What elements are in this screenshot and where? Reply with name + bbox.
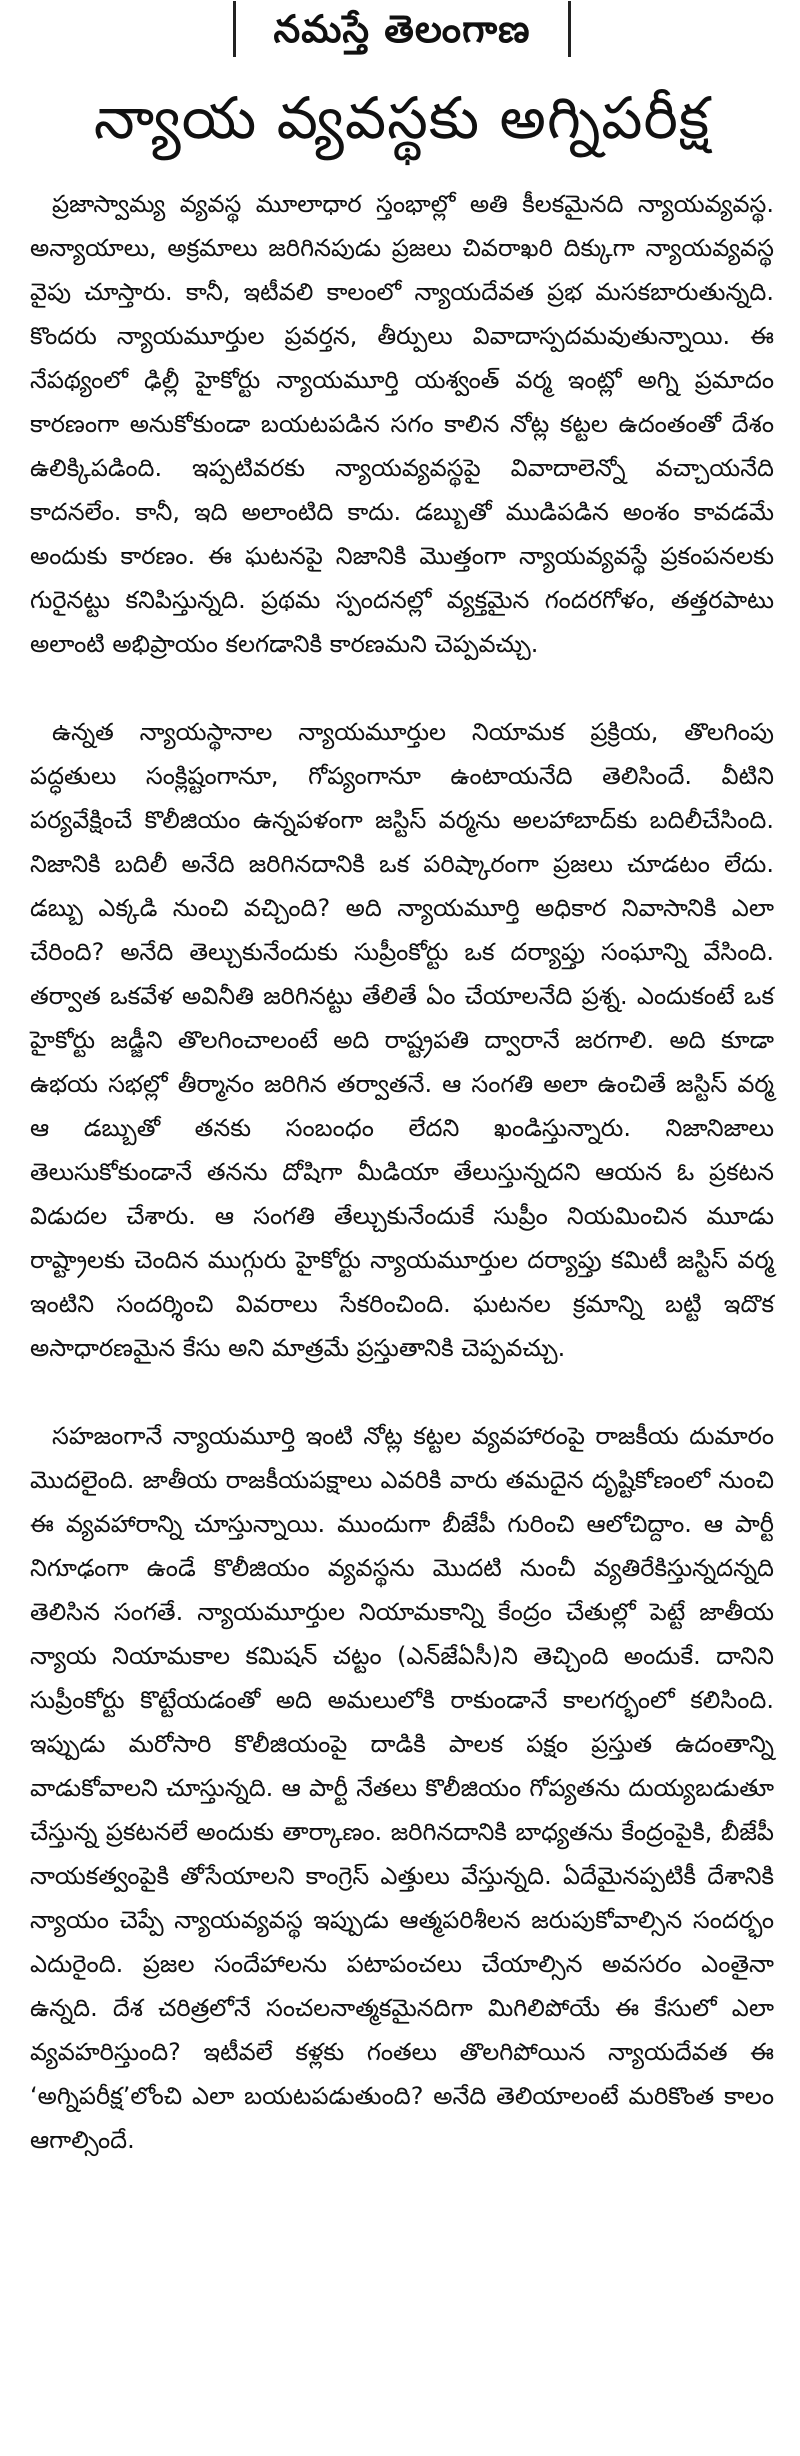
article-body	[30, 182, 774, 2162]
masthead	[30, 0, 774, 58]
paragraph-3: సహజంగానే న్యాయమూర్తి ఇంటి నోట్ల కట్టల వ్యవహారంపై రాజకీయ దుమారం మొదలైంది. జాతీయ రాజకీయపక్షాలు ఎవరికి వారు తమదైన దృష్టికోణంలో నుంచి ఈ వ్యవహారాన్ని చూస్తున్నాయి. ముందుగా బీజేపీ గురించి ఆలోచిద్దాం. ఆ పార్టీ నిగూఢంగా ఉండే కొలీజియం వ్యవస్థను మొదటి నుంచీ వ్యతిరేకిస్తున్నదన్నది తెలిసిన సంగతే. న్యాయమూర్తుల నియామకాన్ని కేంద్రం చేతుల్లో పెట్టే జాతీయ న్యాయ నియామకాల కమిషన్ చట్టం (ఎన్‌జేఏసీ)ని తెచ్చింది అందుకే. దానిని సుప్రీంకోర్టు కొట్టేయడంతో అది అమలులోకి రాకుండానే కాలగర్భంలో కలిసింది. ఇప్పుడు మరోసారి కొలీజియంపై దాడికి పాలక పక్షం ప్రస్తుత ఉదంతాన్ని వాడుకోవాలని చూస్తున్నది. ఆ పార్టీ నేతలు కొలీజియం గోప్యతను దుయ్యబడుతూ చేస్తున్న ప్రకటనలే అందుకు తార్కాణం. జరిగినదానికి బాధ్యతను కేంద్రంపైకి, బీజేపీ నాయకత్వంపైకి తోసేయాలని కాంగ్రెస్ ఎత్తులు వేస్తున్నది. ఏదేమైనప్పటికీ దేశానికి న్యాయం చెప్పే న్యాయవ్యవస్థ ఇప్పుడు ఆత్మపరిశీలన జరుపుకోవాల్సిన సందర్భం ఎదురైంది. ప్రజల సందేహాలను పటాపంచలు చేయాల్సిన అవసరం ఎంతైనా ఉన్నది. దేశ చరిత్రలోనే సంచలనాత్మకమైనదిగా మిగిలిపోయే ఈ కేసులో ఎలా వ్యవహరిస్తుంది? ఇటీవలే కళ్లకు గంతలు తొలగిపోయిన న్యాయదేవత ఈ ‘అగ్నిపరీక్ష’లోంచి ఎలా బయటపడుతుంది? అనేది తెలియాలంటే మరికొంత కాలం ఆగాల్సిందే.	[30, 1422, 774, 2154]
paragraph-2: ఉన్నత న్యాయస్థానాల న్యాయమూర్తుల నియామక ప్రక్రియ, తొలగింపు పద్ధతులు సంక్లిష్టంగానూ, గోప్యంగానూ ఉంటాయనేది తెలిసిందే. వీటిని పర్యవేక్షించే కొలీజియం ఉన్నపళంగా జస్టిస్ వర్మను అలహాబాద్‌కు బదిలీచేసింది. నిజానికి బదిలీ అనేది జరిగినదానికి ఒక పరిష్కారంగా ప్రజలు చూడటం లేదు. డబ్బు ఎక్కడి నుంచి వచ్చింది? అది న్యాయమూర్తి అధికార నివాసానికి ఎలా చేరింది? అనేది తెల్చుకునేందుకు సుప్రీంకోర్టు ఒక దర్యాప్తు సంఘాన్ని వేసింది. తర్వాత ఒకవేళ అవినీతి జరిగినట్టు తేలితే ఏం చేయాలనేది ప్రశ్న. ఎందుకంటే ఒక హైకోర్టు జడ్జీని తొలగించాలంటే అది రాష్ట్రపతి ద్వారానే జరగాలి. అది కూడా ఉభయ సభల్లో తీర్మానం జరిగిన తర్వాతనే. ఆ సంగతి అలా ఉంచితే జస్టిస్ వర్మ ఆ డబ్బుతో తనకు సంబంధం లేదని ఖండిస్తున్నారు. నిజానిజాలు తెలుసుకోకుండానే తనను దోషిగా మీడియా తేలుస్తున్నదని ఆయన ఓ ప్రకటన విడుదల చేశారు. ఆ సంగతి తేల్చుకునేందుకే సుప్రీం నియమించిన మూడు రాష్ట్రాలకు చెందిన ముగ్గురు హైకోర్టు న్యాయమూర్తుల దర్యాప్తు కమిటీ జస్టిస్ వర్మ ఇంటిని సందర్శించి వివరాలు సేకరించింది. ఘటనల క్రమాన్ని బట్టి ఇదొక అసాధారణమైన కేసు అని మాత్రమే ప్రస్తుతానికి చెప్పవచ్చు.	[30, 718, 774, 1362]
paragraph-1: ప్రజాస్వామ్య వ్యవస్థ మూలాధార స్తంభాల్లో అతి కీలకమైనది న్యాయవ్యవస్థ. అన్యాయాలు, అక్రమాలు జరిగినపుడు ప్రజలు చివరాఖరి దిక్కుగా న్యాయవ్యవస్థ వైపు చూస్తారు. కానీ, ఇటీవలి కాలంలో న్యాయదేవత ప్రభ మసకబారుతున్నది. కొందరు న్యాయమూర్తుల ప్రవర్తన, తీర్పులు వివాదాస్పదమవుతున్నాయి. ఈ నేపథ్యంలో ఢిల్లీ హైకోర్టు న్యాయమూర్తి యశ్వంత్ వర్మ ఇంట్లో అగ్ని ప్రమాదం కారణంగా అనుకోకుండా బయటపడిన సగం కాలిన నోట్ల కట్టల ఉదంతంతో దేశం ఉలిక్కిపడింది. ఇప్పటివరకు న్యాయవ్యవస్థపై వివాదాలెన్నో వచ్చాయనేది కాదనలేం. కానీ, ఇది అలాంటిది కాదు. డబ్బుతో ముడిపడిన అంశం కావడమే అందుకు కారణం. ఈ ఘటనపై నిజానికి మొత్తంగా న్యాయవ్యవస్థే ప్రకంపనలకు గురైనట్టు కనిపిస్తున్నది. ప్రథమ స్పందనల్లో వ్యక్తమైన గందరగోళం, తత్తరపాటు అలాంటి అభిప్రాయం కలగడానికి కారణమని చెప్పవచ్చు.	[30, 190, 774, 658]
headline: న్యాయ వ్యవస్థకు అగ్నిపరీక్ష	[93, 84, 711, 152]
masthead-title: నమస్తే తెలంగాణ	[233, 1, 572, 57]
